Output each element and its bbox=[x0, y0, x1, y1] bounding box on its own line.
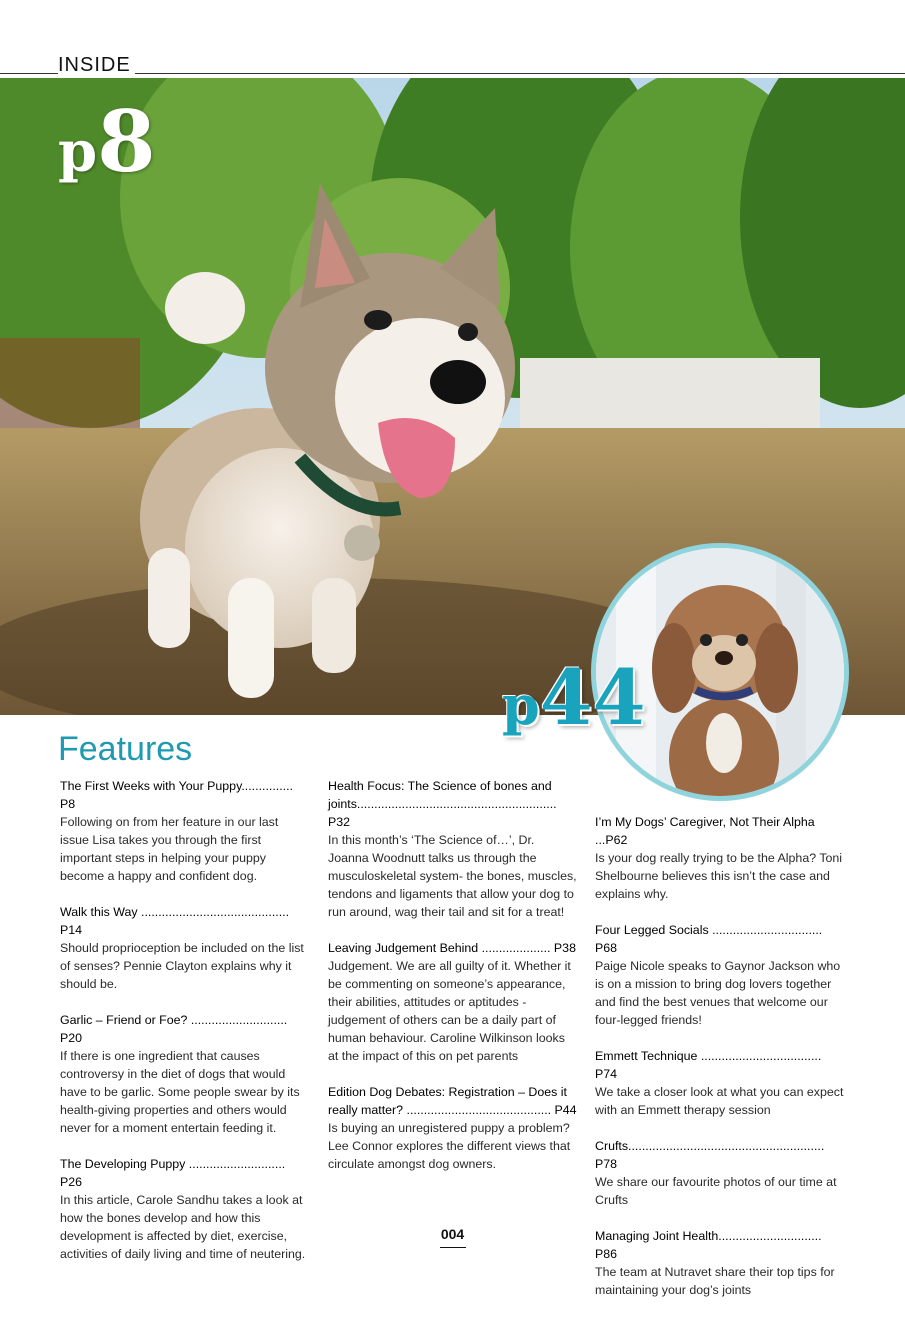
article-title: The Developing Puppy ............................ P26 bbox=[60, 1157, 286, 1189]
article-description: Judgement. We are all guilty of it. Whether it be commenting on someone’s appearance, their abilities, attitudes or aptitudes - judgement of others can be a daily part of human behaviour. Caroline Wilkinson looks at the impact of this on pet parents bbox=[328, 959, 571, 1063]
features-column-1 bbox=[60, 777, 310, 1281]
article-item bbox=[60, 777, 310, 885]
page-number-underline bbox=[440, 1247, 466, 1248]
article-title: The First Weeks with Your Puppy............... P8 bbox=[60, 779, 293, 811]
article-item bbox=[328, 777, 578, 921]
article-description: The team at Nutravet share their top tips for maintaining your dog’s joints bbox=[595, 1265, 835, 1297]
page-tag-p8 bbox=[58, 92, 156, 191]
article-title: Edition Dog Debates: Registration – Does it really matter? .......................................... P44 bbox=[328, 1085, 577, 1117]
page-tag-number: 44 bbox=[539, 653, 646, 742]
page-number: 004 bbox=[440, 1226, 465, 1242]
article-description: Following on from her feature in our last issue Lisa takes you through the first important steps in helping your puppy become a happy and confident dog. bbox=[60, 815, 279, 883]
article-description: Should proprioception be included on the list of senses? Pennie Clayton explains why it should be. bbox=[60, 941, 304, 991]
header-rule bbox=[0, 73, 905, 74]
article-description: We take a closer look at what you can expect with an Emmett therapy session bbox=[595, 1085, 844, 1117]
article-title: I’m My Dogs’ Caregiver, Not Their Alpha ...P62 bbox=[595, 815, 815, 847]
article-description: In this month’s ‘The Science of…’, Dr. Joanna Woodnutt talks us through the musculoskeletal system- the bones, muscles, tendons and ligaments that allow your dog to run around, wag their tail and sit for a treat! bbox=[328, 833, 577, 919]
features-column-2 bbox=[328, 777, 578, 1191]
section-label: INSIDE bbox=[58, 54, 135, 77]
article-item bbox=[595, 921, 845, 1029]
article-title: Health Focus: The Science of bones and joints.......................................................... P32 bbox=[328, 779, 557, 829]
page-tag-prefix: p bbox=[502, 673, 540, 737]
article-item bbox=[60, 1155, 310, 1263]
article-item bbox=[595, 1137, 845, 1209]
article-title: Walk this Way ........................................... P14 bbox=[60, 905, 290, 937]
article-title: Managing Joint Health.............................. P86 bbox=[595, 1229, 822, 1261]
article-description: Paige Nicole speaks to Gaynor Jackson who is on a mission to bring dog lovers together and find the best venues that welcome our four-legged friends! bbox=[595, 959, 841, 1027]
article-description: If there is one ingredient that causes controversy in the diet of dogs that would have to be garlic. Some people swear by its health-giving properties and others would never for a moment entertain feeding it. bbox=[60, 1049, 300, 1135]
article-item bbox=[60, 1011, 310, 1137]
features-heading: Features bbox=[58, 730, 193, 768]
article-description: We share our favourite photos of our time at Crufts bbox=[595, 1175, 837, 1207]
article-title: Four Legged Socials ................................ P68 bbox=[595, 923, 823, 955]
article-item bbox=[595, 813, 845, 903]
article-title: Leaving Judgement Behind .................... P38 bbox=[328, 941, 576, 955]
article-description: Is your dog really trying to be the Alpha? Toni Shelbourne believes this isn’t the case and explains why. bbox=[595, 851, 843, 901]
article-title: Crufts......................................................... P78 bbox=[595, 1139, 825, 1171]
page-tag-prefix: p bbox=[58, 119, 98, 185]
article-title: Emmett Technique ................................... P74 bbox=[595, 1049, 822, 1081]
article-description: Is buying an unregistered puppy a problem? Lee Connor explores the different views that circulate amongst dog owners. bbox=[328, 1121, 571, 1171]
article-title: Garlic – Friend or Foe? ............................ P20 bbox=[60, 1013, 288, 1045]
article-item bbox=[328, 1083, 578, 1173]
article-item bbox=[595, 1047, 845, 1119]
page-tag-number: 8 bbox=[97, 92, 156, 191]
article-item bbox=[328, 939, 578, 1065]
article-item bbox=[60, 903, 310, 993]
article-description: In this article, Carole Sandhu takes a look at how the bones develop and how this development is affected by diet, exercise, activities of daily living and time of neutering. bbox=[60, 1193, 306, 1261]
page-tag-p44 bbox=[502, 653, 646, 742]
